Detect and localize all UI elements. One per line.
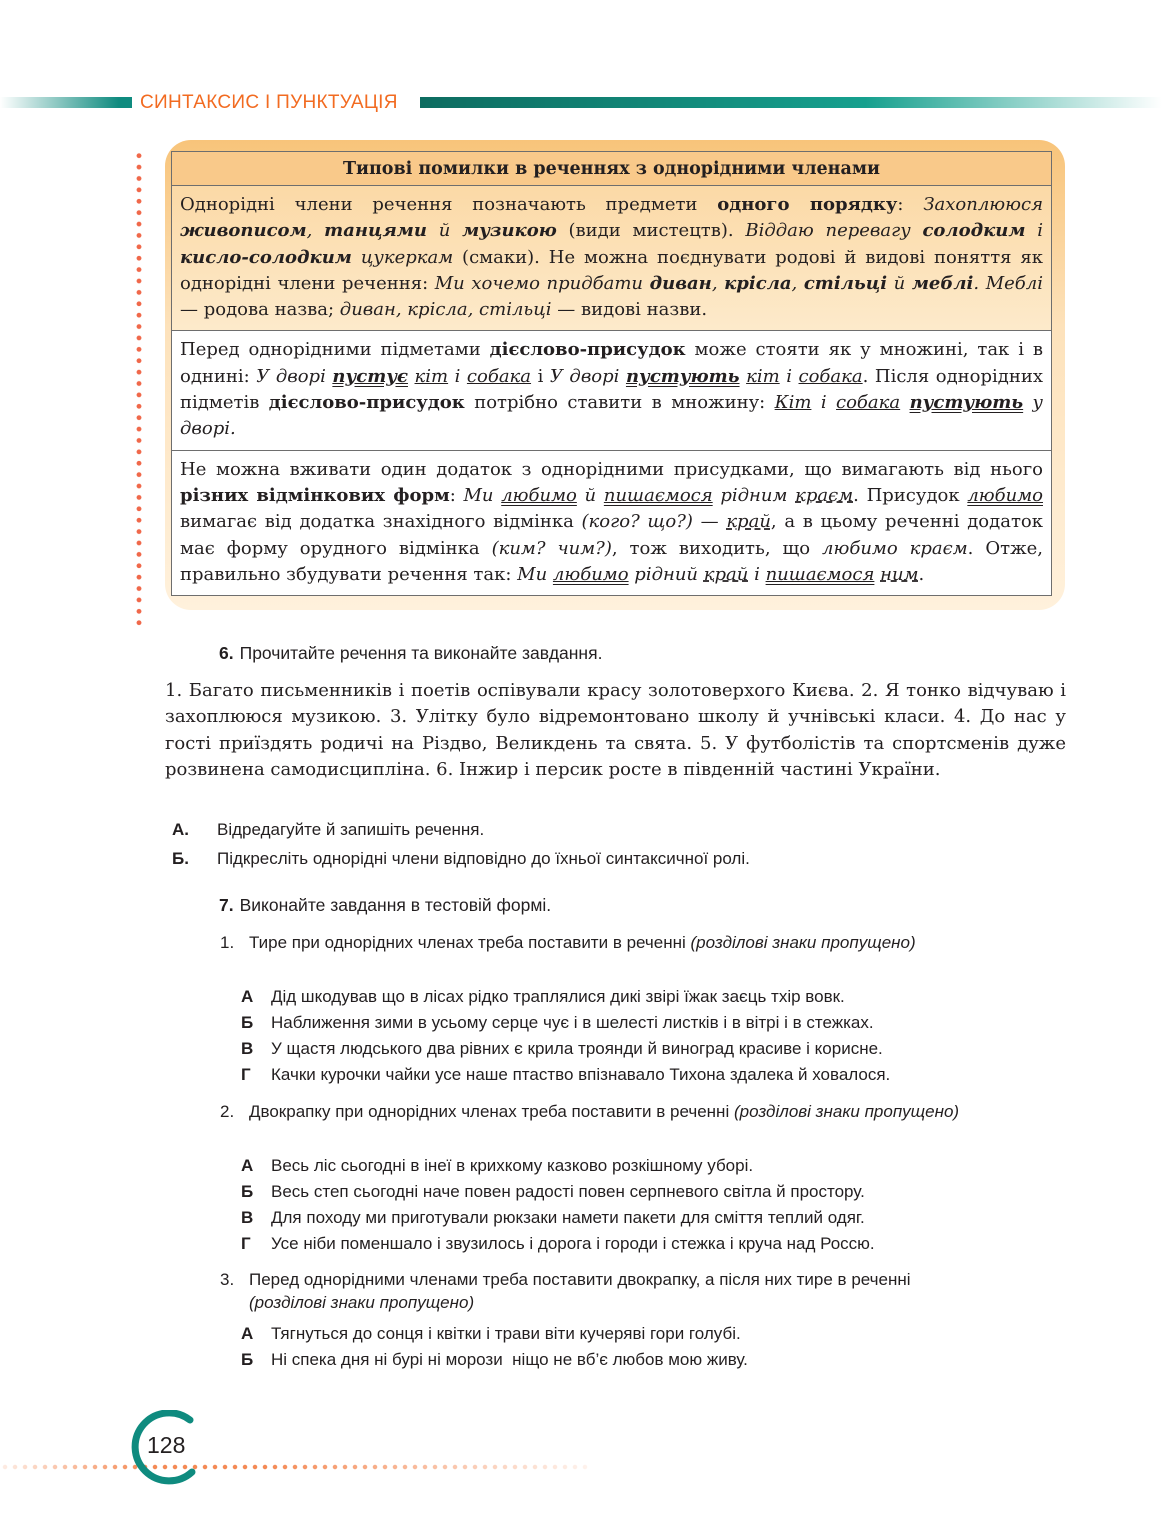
page-number: 128 <box>147 1432 186 1458</box>
info-box-rule-1: Однорідні члени речення позначають предмети одного порядку: Захоплююся живописом, танцями й музикою (види мистецтв). Віддаю перевагу солодким і кисло-солодким цукеркам (смаки). Не можна поєднувати родові й видові поняття як однорідні члени речення: Ми хочемо придбати диван, крісла, стільці й меблі. Меблі — родова назва; диван, крісла, стільці — видові назви. <box>172 185 1051 330</box>
info-box-rule-3: Не можна вживати один додаток з однорідними присудками, що вимагають від нього різних відмінкових форм: Ми любимо й пишаємося рідним краєм. Присудок любимо вимагає від додатка знахідного відмінка (кого? що?) — край, а в цьому реченні додаток має форму орудного відмінка (ким? чим?), тож виходить, що любимо краєм. Отже, правильно збудувати речення так: Ми любимо рідний край і пишаємося ним. <box>172 450 1051 595</box>
question-2-option-a[interactable]: А Весь ліс сьогодні в інеї в крихкому казково розкішному уборі. <box>241 1156 754 1175</box>
question-1: 1. Тире при однорідних членах треба поставити в реченні (розділові знаки пропущено) <box>220 933 916 952</box>
header-bar-left <box>0 97 132 108</box>
footer-dotted-line <box>0 1463 590 1471</box>
question-3: 3. Перед однорідними членами треба поставити двокрапку, а після них тире в реченні (розділові знаки пропущено) <box>220 1270 911 1312</box>
question-2-option-c[interactable]: В Для походу ми приготували рюкзаки намети пакети для сміття теплий одяг. <box>241 1208 865 1227</box>
exercise-7-heading: 7. Виконайте завдання в тестовій формі. <box>219 895 552 915</box>
exercise-6-text: 1. Багато письменників і поетів оспівували красу золотоверхого Києва. 2. Я тонко відчуваю і захоплююся музикою. 3. Улітку було відремонтовано школу й учнівські класи. 4. До нас у гості приїздять родичі на Різдво, Великдень та свята. 5. У футболістів та спортсменів дуже розвинена самодисципліна. 6. Інжир і персик росте в південній частині України. <box>165 680 1066 781</box>
question-2-option-d[interactable]: Г Усе ніби поменшало і звузилось і дорога і городи і стежка і круча над Россю. <box>241 1234 875 1253</box>
question-3-option-a[interactable]: А Тягнуться до сонця і квітки і трави віти кучеряві гори голубі. <box>241 1324 741 1343</box>
question-1-option-d[interactable]: Г Качки курочки чайки усе наше птаство впізнавало Тихона здалека й ховалося. <box>241 1065 891 1084</box>
question-1-option-b[interactable]: Б Наближення зими в усьому серце чує і в шелесті листків і в вітрі і в стежках. <box>241 1013 874 1032</box>
info-box-rule-2: Перед однорідними підметами дієслово-присудок може стояти як у множині, так і в однині: У дворі пустує кіт і собака і У дворі пустують кіт і собака. Після однорідних підметів дієслово-присудок потрібно ставити в множину: Кіт і собака пустують у дворі. <box>172 330 1051 449</box>
exercise-6-heading: 6. Прочитайте речення та виконайте завдання. <box>219 643 603 663</box>
question-1-option-c[interactable]: В У щастя людського два рівних є крила троянди й виноград красиве і корисне. <box>241 1039 883 1058</box>
decorative-dotted-line <box>135 150 143 628</box>
section-title: СИНТАКСИС І ПУНКТУАЦІЯ <box>140 92 398 113</box>
info-box-title: Типові помилки в реченнях з однорідними членами <box>172 152 1051 185</box>
question-3-option-b[interactable]: Б Ні спека дня ні бурі ні морози ніщо не вб’є любов мою живу. <box>241 1350 748 1369</box>
header-bar-right <box>420 97 1162 108</box>
question-2: 2. Двокрапку при однорідних членах треба поставити в реченні (розділові знаки пропущено) <box>220 1102 960 1121</box>
info-box <box>171 151 1052 596</box>
question-2-option-b[interactable]: Б Весь степ сьогодні наче повен радості повен серпневого світла й простору. <box>241 1182 865 1201</box>
question-1-option-a[interactable]: А Дід шкодував що в лісах рідко траплялися дикі звірі їжак заєць тхір вовк. <box>241 987 845 1006</box>
